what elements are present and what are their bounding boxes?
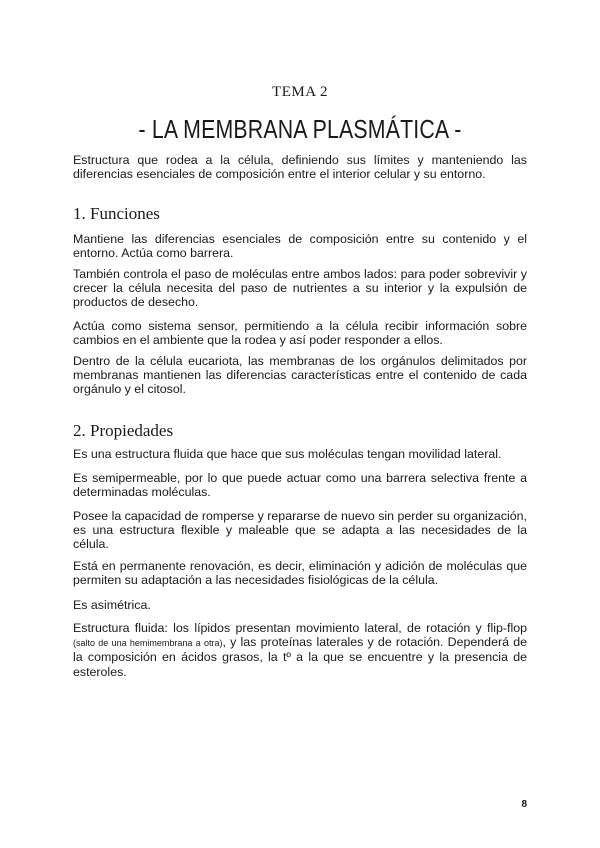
parenthetical-note: (salto de una hemimembrana a otra) — [73, 638, 223, 649]
paragraph-text: Es semipermeable, por lo que puede actuar como una barrera selectiva frente a determinadas moléculas. — [73, 471, 527, 500]
intro-paragraph — [73, 153, 527, 181]
paragraph-text: También controla el paso de moléculas entre ambos lados: para poder sobrevivir y crecer la célula necesita del paso de nutrientes a su interior y la expulsión de productos de desecho. — [73, 267, 527, 310]
paragraph — [73, 559, 527, 587]
paragraph-text: Actúa como sistema sensor, permitiendo a la célula recibir información sobre cambios en el ambiente que la rodea y así poder responder a ellos. — [73, 319, 527, 348]
paragraph — [73, 447, 527, 461]
section-heading-funciones — [73, 204, 160, 224]
paragraph-text: Es asimétrica. — [73, 598, 151, 612]
section-heading-propiedades — [73, 421, 173, 441]
paragraph-text — [73, 621, 527, 679]
paragraph — [73, 319, 527, 347]
section-number: 1. — [73, 204, 86, 223]
paragraph — [73, 471, 527, 499]
text-run: , y las proteínas laterales y de rotación. Dependerá de la composición en ácidos grasos, la tº a la que se encuentre y la presencia de esteroles. — [73, 635, 527, 679]
page-number: 8 — [521, 799, 527, 810]
intro-text: Estructura que rodea a la célula, definiendo sus límites y manteniendo las diferencias esenciales de composición entre el interior celular y su entorno. — [73, 153, 527, 182]
paragraph-text: Está en permanente renovación, es decir, eliminación y adición de moléculas que permiten su adaptación a las necesidades fisiológicas de la célula. — [73, 559, 527, 588]
paragraph-text: Posee la capacidad de romperse y repararse de nuevo sin perder su organización, es una estructura flexible y maleable que se adapta a las necesidades de la célula. — [73, 509, 527, 552]
paragraph — [73, 267, 527, 310]
paragraph-text: Dentro de la célula eucariota, las membranas de los orgánulos delimitados por membranas mantienen las diferencias características entre el contenido de cada orgánulo y el citosol. — [73, 354, 527, 397]
section-title: Funciones — [90, 204, 160, 223]
paragraph-text: Mantiene las diferencias esenciales de composición entre su contenido y el entorno. Actúa como barrera. — [73, 232, 527, 261]
paragraph-text: Es una estructura fluida que hace que sus moléculas tengan movilidad lateral. — [73, 447, 502, 461]
paragraph — [73, 354, 527, 397]
paragraph — [73, 598, 527, 612]
section-number: 2. — [73, 421, 86, 440]
paragraph — [73, 621, 527, 679]
paragraph — [73, 509, 527, 552]
chapter-label: TEMA 2 — [272, 84, 328, 100]
paragraph — [73, 232, 527, 260]
section-title: Propiedades — [90, 421, 174, 440]
text-run: Estructura fluida: los lípidos presentan movimiento lateral, de rotación y flip-flop — [73, 621, 527, 635]
page-title: - LA MEMBRANA PLASMÁTICA - — [138, 114, 462, 144]
